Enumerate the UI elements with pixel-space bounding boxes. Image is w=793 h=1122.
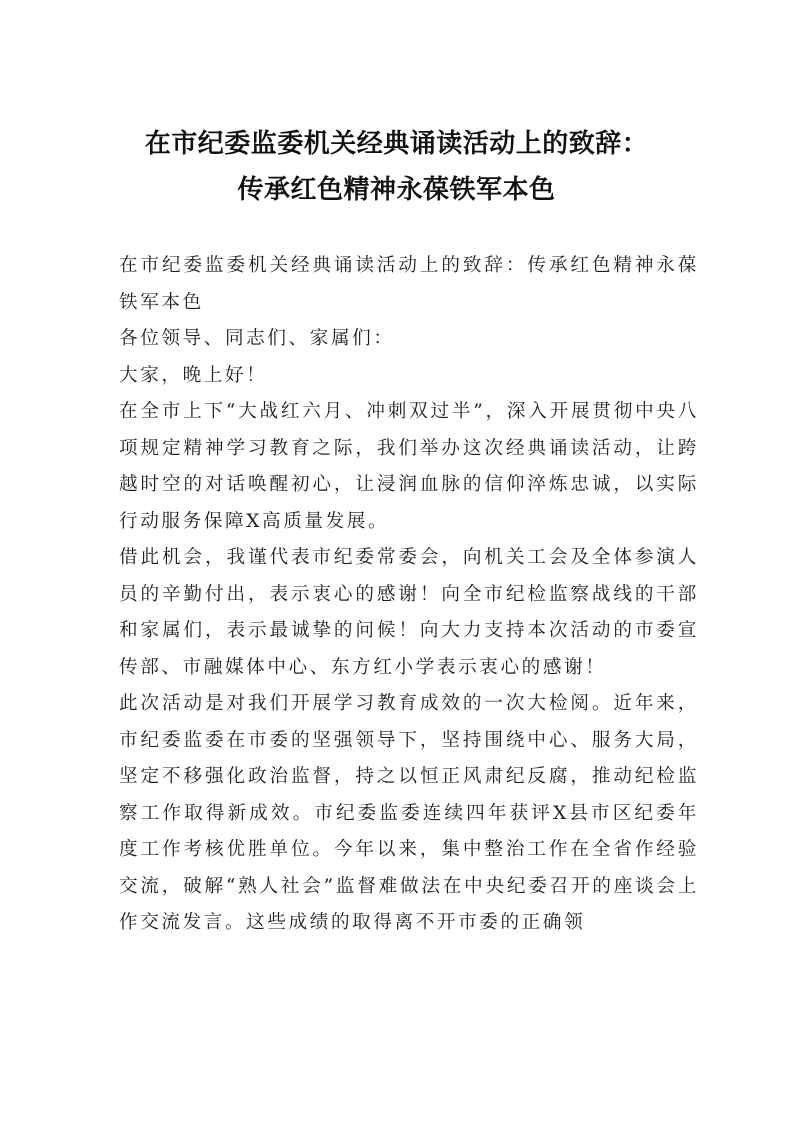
body-paragraph-greeting: 大家，晚上好！ [119,364,268,386]
document-body [119,248,699,942]
document-title-line-1: 在市纪委监委机关经典诵读活动上的致辞： [144,129,649,159]
document-title-line-2: 传承红色精神永葆铁军本色 [237,175,556,205]
body-paragraph-thanks: 借此机会，我谨代表市纪委常委会，向机关工会及全体参演人员的辛勤付出，表示衷心的感谢！向全市纪检监察战线的干部和家属们，表示最诚挚的问候！向大力支持本次活动的市委宣传部、市融媒体中心、东方红小学表示衷心的感谢！ [119,547,699,678]
body-paragraph-achievements: 此次活动是对我们开展学习教育成效的一次大检阅。近年来，市纪委监委在市委的坚强领导下，坚持围绕中心、服务大局，坚定不移强化政治监督，持之以恒正风肃纪反腐，推动纪检监察工作取得新成效。市纪委监委连续四年获评X县市区纪委年度工作考核优胜单位。今年以来，集中整治工作在全省作经验交流，破解“熟人社会”监督难做法在中央纪委召开的座谈会上作交流发言。这些成绩的取得离不开市委的正确领 [119,693,699,933]
body-paragraph-heading-repeat: 在市纪委监委机关经典诵读活动上的致辞：传承红色精神永葆铁军本色 [119,255,699,313]
body-paragraph-salutation: 各位领导、同志们、家属们： [119,328,395,349]
body-paragraph-context: 在全市上下“大战红六月、冲刺双过半”，深入开展贯彻中央八项规定精神学习教育之际，我们举办这次经典诵读活动，让跨越时空的对话唤醒初心，让浸润血脉的信仰淬炼忠诚，以实际行动服务保障X高质量发展。 [119,401,699,532]
